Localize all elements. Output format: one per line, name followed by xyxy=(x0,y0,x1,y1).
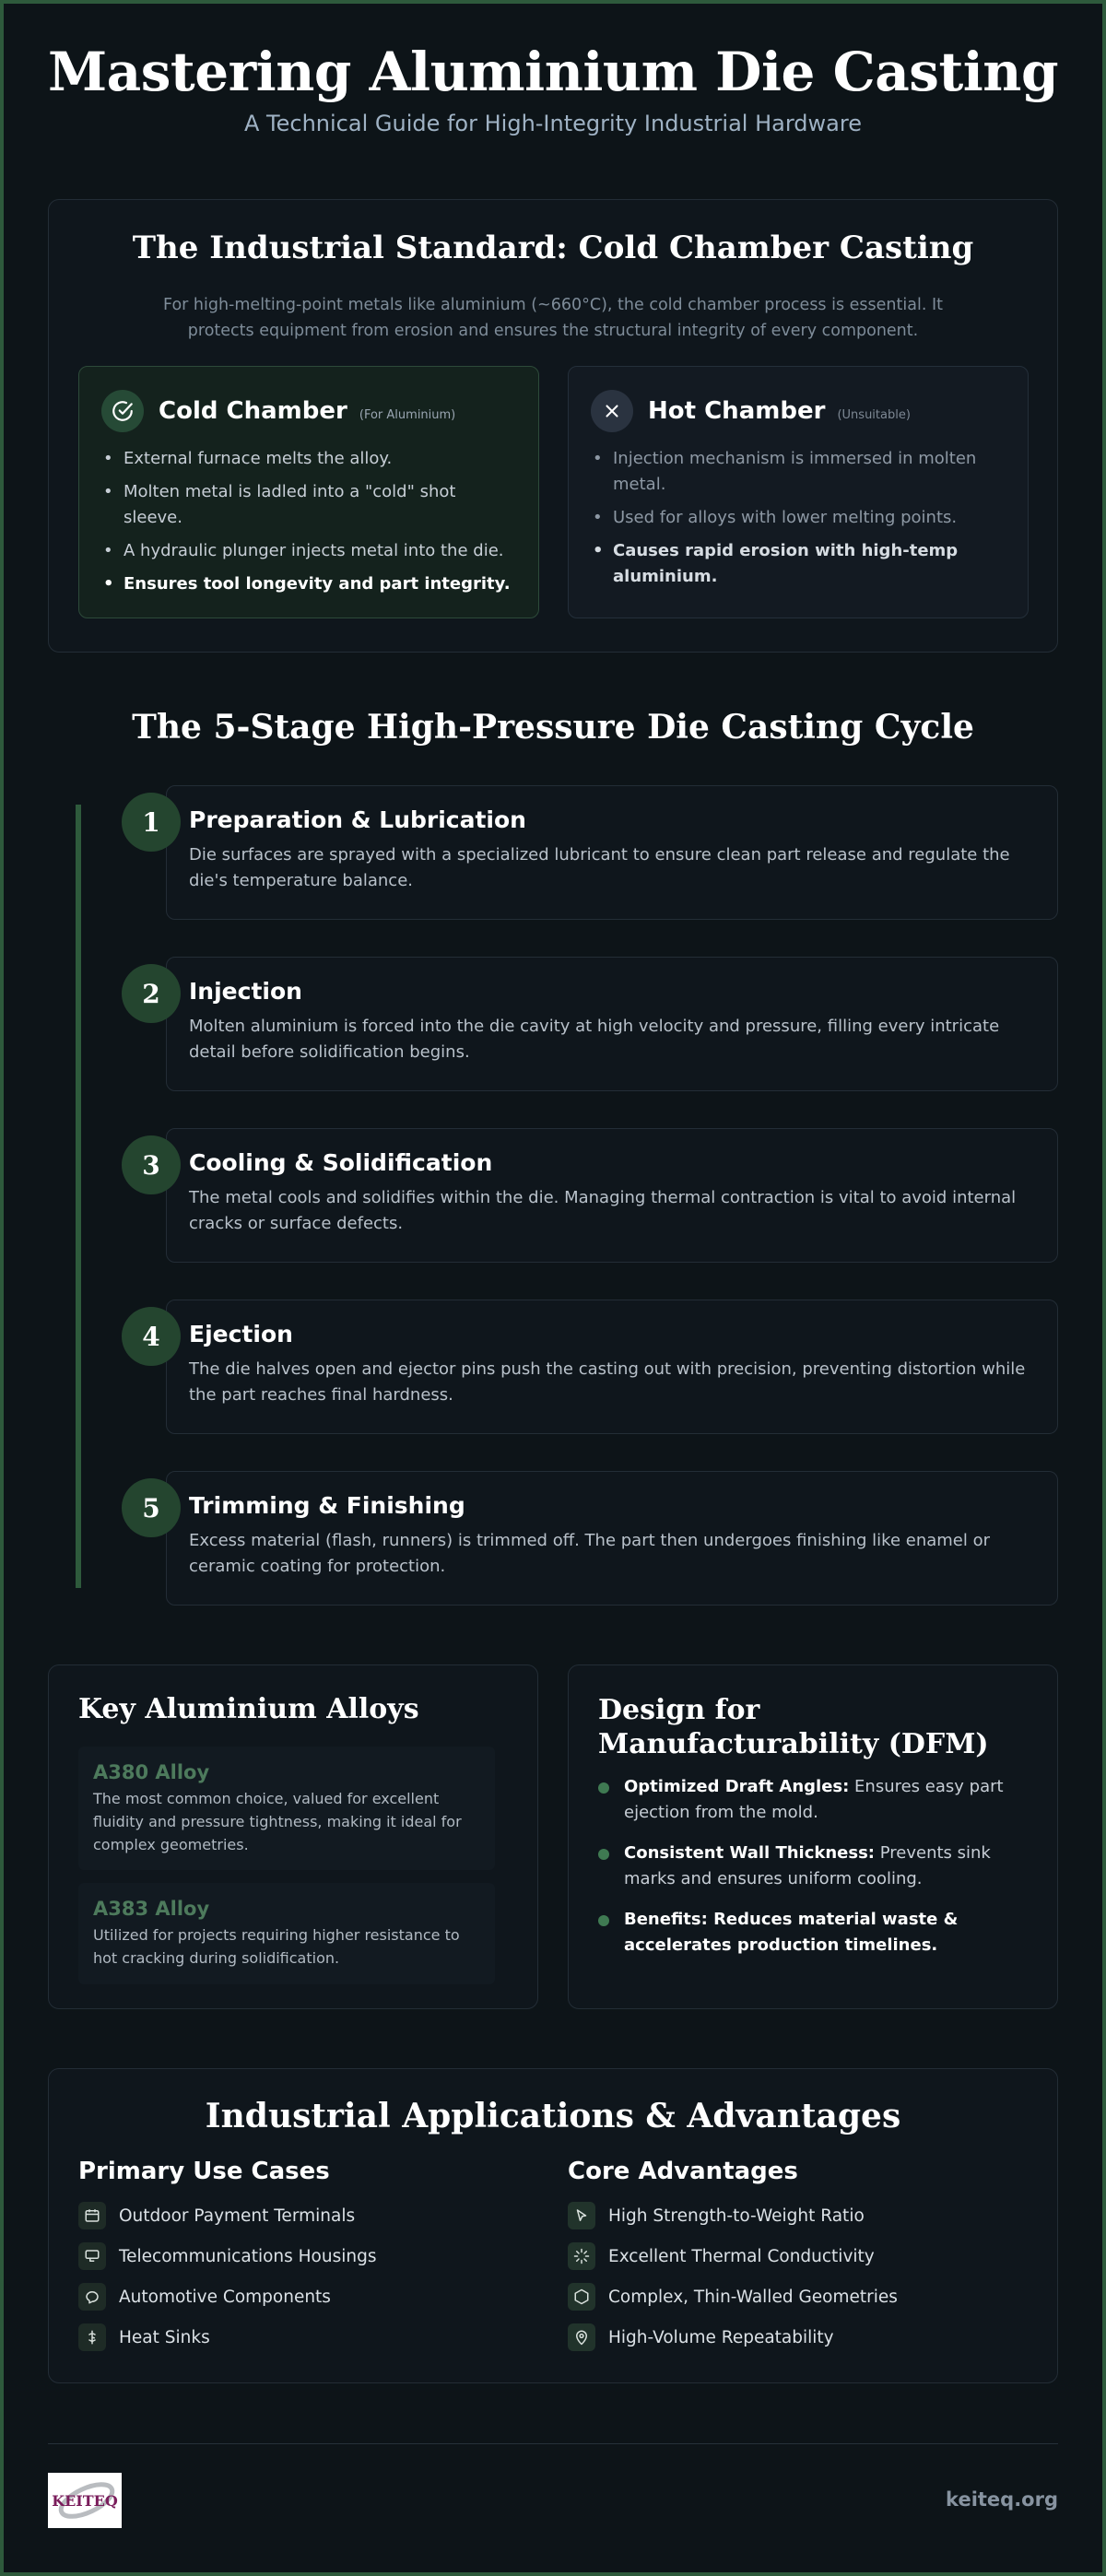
industrial-standard-title: The Industrial Standard: Cold Chamber Casting xyxy=(132,229,974,266)
step-card-1 xyxy=(166,785,1058,920)
cold-chamber-card xyxy=(78,366,539,618)
list-item: Optimized Draft Angles: Ensures easy part ejection from the mold. xyxy=(598,1774,1035,1826)
step-description: Die surfaces are sprayed with a specialized lubricant to ensure clean part release and regulate the die's temperature balance. xyxy=(189,845,1010,890)
cycle-title: The 5-Stage High-Pressure Die Casting Cycle xyxy=(132,708,974,747)
step-description: Excess material (flash, runners) is trimmed off. The part then undergoes finishing like enamel or ceramic coating for protection. xyxy=(189,1531,991,1576)
hot-chamber-list xyxy=(591,446,1006,590)
step-description: The die halves open and ejector pins push the casting out with precision, preventing distortion while the part reaches final hardness. xyxy=(189,1359,1026,1405)
list-item: • External furnace melts the alloy. xyxy=(101,446,516,472)
use-case-item: Automotive Components xyxy=(78,2283,331,2311)
dfm-card xyxy=(568,1664,1058,2009)
advantage-item: Excellent Thermal Conductivity xyxy=(568,2242,875,2270)
hot-chamber-card xyxy=(568,366,1029,618)
alloy-a383 xyxy=(78,1883,495,1984)
step-number-4: 4 xyxy=(122,1307,181,1366)
list-item: • Molten metal is ladled into a "cold" shot sleeve. xyxy=(101,479,516,531)
page-subtitle: A Technical Guide for High-Integrity Industrial Hardware xyxy=(244,111,862,136)
advantage-item: High-Volume Repeatability xyxy=(568,2323,834,2351)
alloys-title: Key Aluminium Alloys xyxy=(78,1693,419,1725)
step-title: Preparation & Lubrication xyxy=(189,806,526,833)
x-icon xyxy=(591,390,633,432)
industrial-standard-intro: For high-melting-point metals like aluminium (~660°C), the cold chamber process is essential. It protects equipment from erosion and ensures the structural integrity of every component. xyxy=(163,296,943,340)
list-item: • Causes rapid erosion with high-temp aluminium. xyxy=(591,538,1006,590)
alloy-name: A380 Alloy xyxy=(93,1761,210,1783)
automotive-icon xyxy=(78,2283,106,2311)
alloy-description: Utilized for projects requiring higher resistance to hot cracking during solidification. xyxy=(93,1926,460,1967)
step-number-1: 1 xyxy=(122,793,181,852)
alloy-description: The most common choice, valued for excellent fluidity and pressure tightness, making it ideal for complex geometries. xyxy=(93,1790,462,1853)
cold-chamber-list xyxy=(101,446,516,597)
applications-card xyxy=(48,2068,1058,2383)
step-title: Ejection xyxy=(189,1321,293,1347)
list-item: • A hydraulic plunger injects metal into the die. xyxy=(101,538,516,564)
telecom-icon xyxy=(78,2242,106,2270)
site-link[interactable]: keiteq.org xyxy=(946,2488,1058,2511)
heat-sink-icon xyxy=(78,2323,106,2351)
use-case-item: Outdoor Payment Terminals xyxy=(78,2202,355,2229)
advantage-item: Complex, Thin-Walled Geometries xyxy=(568,2283,898,2311)
list-item: • Injection mechanism is immersed in molten metal. xyxy=(591,446,1006,498)
advantage-item: High Strength-to-Weight Ratio xyxy=(568,2202,865,2229)
list-item: Benefits: Reduces material waste & accelerates production timelines. xyxy=(598,1907,1035,1958)
hexagon-icon xyxy=(568,2283,595,2311)
step-number-2: 2 xyxy=(122,964,181,1023)
use-cases-title: Primary Use Cases xyxy=(78,2158,330,2185)
applications-title: Industrial Applications & Advantages xyxy=(205,2097,901,2135)
alloy-a380 xyxy=(78,1747,495,1870)
hot-chamber-note: (Unsuitable) xyxy=(837,408,911,422)
step-number-5: 5 xyxy=(122,1478,181,1537)
cold-chamber-title: Cold Chamber xyxy=(159,397,347,425)
list-item: • Used for alloys with lower melting points. xyxy=(591,505,1006,531)
advantages-title: Core Advantages xyxy=(568,2158,798,2185)
dfm-title: Design for Manufacturability (DFM) xyxy=(598,1694,989,1760)
step-description: The metal cools and solidifies within the die. Managing thermal contraction is vital to avoid internal cracks or surface defects. xyxy=(189,1188,1017,1233)
step-title: Trimming & Finishing xyxy=(189,1492,465,1519)
use-case-item: Telecommunications Housings xyxy=(78,2242,377,2270)
thermal-icon xyxy=(568,2242,595,2270)
company-logo[interactable] xyxy=(48,2473,122,2528)
step-card-5 xyxy=(166,1471,1058,1606)
step-description: Molten aluminium is forced into the die cavity at high velocity and pressure, filling every intricate detail before solidification begins. xyxy=(189,1017,1000,1062)
payment-terminal-icon xyxy=(78,2202,106,2229)
footer-divider xyxy=(48,2443,1058,2444)
location-pin-icon xyxy=(568,2323,595,2351)
list-item: Consistent Wall Thickness: Prevents sink marks and ensures uniform cooling. xyxy=(598,1841,1035,1892)
cold-chamber-note: (For Aluminium) xyxy=(359,408,456,422)
use-case-item: Heat Sinks xyxy=(78,2323,210,2351)
step-card-2 xyxy=(166,957,1058,1091)
list-item: • Ensures tool longevity and part integrity. xyxy=(101,571,516,597)
step-number-3: 3 xyxy=(122,1135,181,1194)
alloy-name: A383 Alloy xyxy=(93,1898,210,1920)
step-card-3 xyxy=(166,1128,1058,1263)
page-title: Mastering Aluminium Die Casting xyxy=(47,41,1059,103)
hot-chamber-title: Hot Chamber xyxy=(648,397,826,425)
dfm-list xyxy=(598,1774,1035,1973)
step-title: Cooling & Solidification xyxy=(189,1149,493,1176)
feather-icon xyxy=(568,2202,595,2229)
logo-text: KEITEQ xyxy=(52,2491,118,2510)
step-title: Injection xyxy=(189,978,302,1005)
industrial-standard-card xyxy=(48,199,1058,653)
timeline-bar xyxy=(76,805,81,1588)
alloys-card xyxy=(48,1664,538,2009)
step-card-4 xyxy=(166,1300,1058,1434)
check-circle-icon xyxy=(101,390,144,432)
